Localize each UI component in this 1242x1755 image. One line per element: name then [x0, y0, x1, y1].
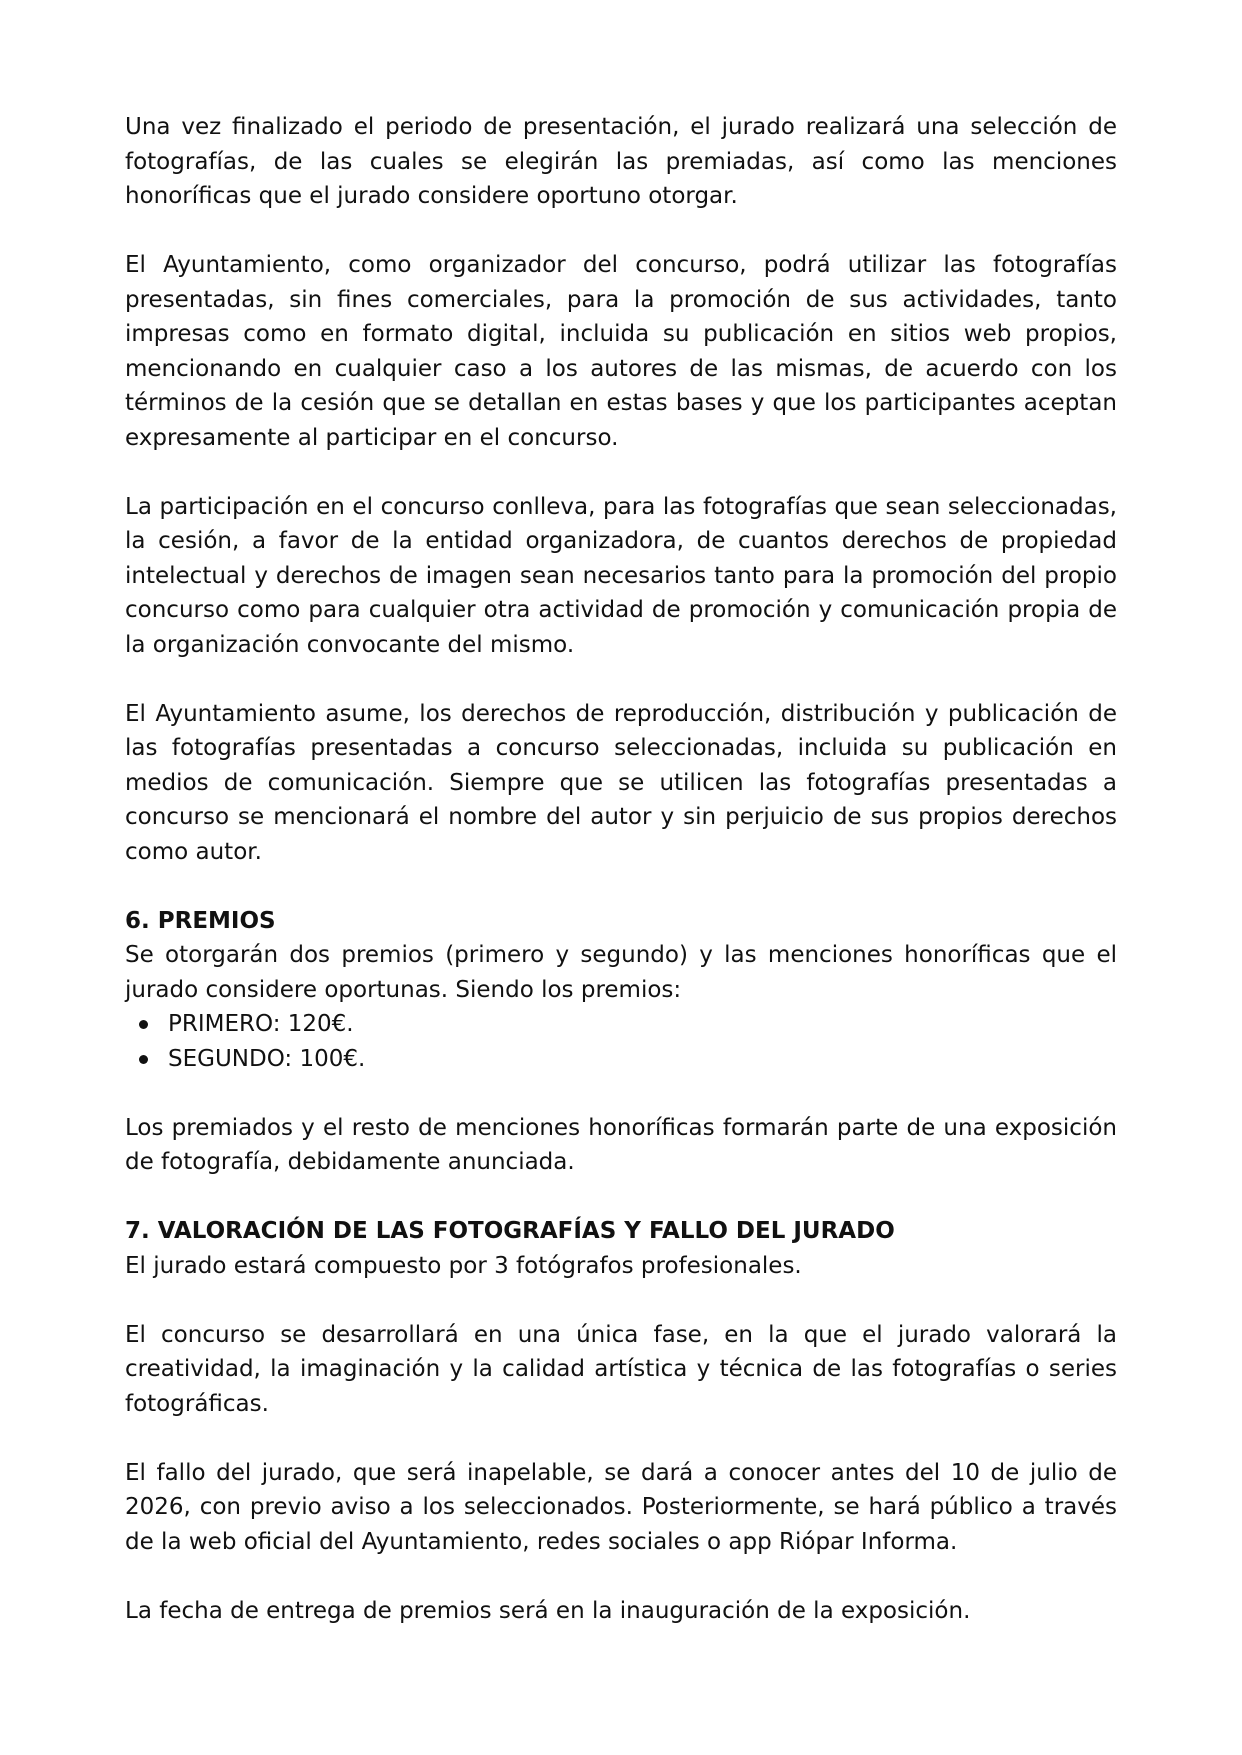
paragraph-prizes-intro: Se otorgarán dos premios (primero y segundo) y las menciones honoríficas que el jurado considere oportunas. Siendo los premios: — [125, 942, 1117, 1003]
section-heading-valoracion: 7. VALORACIÓN DE LAS FOTOGRAFÍAS Y FALLO DEL JURADO — [125, 1218, 895, 1244]
bullet-icon — [139, 1020, 148, 1029]
paragraph-awards-date: La fecha de entrega de premios será en la inauguración de la exposición. — [125, 1597, 971, 1624]
prizes-list — [125, 1007, 1117, 1076]
list-item — [125, 1007, 1117, 1042]
paragraph-jury: El jurado estará compuesto por 3 fotógrafos profesionales. — [125, 1252, 802, 1279]
document-page — [125, 110, 1117, 1663]
prize-second: SEGUNDO: 100€. — [168, 1045, 366, 1072]
paragraph-reproduction-rights: El Ayuntamiento asume, los derechos de reproducción, distribución y publicación de las fotografías presentadas a concurso seleccionadas, incluida su publicación en medios de comunicación. Siempre que se utilicen las fotografías presentadas a concurso se mencionará el nombre del autor y sin perjuicio de sus propios derechos como autor. — [125, 700, 1117, 865]
paragraph-phase: El concurso se desarrollará en una única fase, en la que el jurado valorará la creatividad, la imaginación y la calidad artística y técnica de las fotografías o series fotográficas. — [125, 1321, 1117, 1417]
section-heading-premios: 6. PREMIOS — [125, 907, 276, 934]
paragraph-cession: La participación en el concurso conlleva, para las fotografías que sean seleccionadas, la cesión, a favor de la entidad organizadora, de cuantos derechos de propiedad intelectual y derechos de imagen sean necesarios tanto para la promoción del propio concurso como para cualquier otra actividad de promoción y comunicación propia de la organización convocante del mismo. — [125, 493, 1117, 658]
prize-first: PRIMERO: 120€. — [168, 1011, 354, 1037]
paragraph-usage-rights: El Ayuntamiento, como organizador del concurso, podrá utilizar las fotografías presentadas, sin fines comerciales, para la promoción de sus actividades, tanto impresas como en formato digital, incluida su publicación en sitios web propios, mencionando en cualquier caso a los autores de las mismas, de acuerdo con los términos de la cesión que se detallan en estas bases y que los participantes aceptan expresamente al participar en el concurso. — [125, 252, 1117, 451]
bullet-icon — [139, 1055, 148, 1064]
paragraph-verdict: El fallo del jurado, que será inapelable, se dará a conocer antes del 10 de julio de 2026, con previo aviso a los seleccionados. Posteriormente, se hará público a través de la web oficial del Ayuntamiento, redes sociales o app Riópar Informa. — [125, 1459, 1117, 1555]
paragraph-selection: Una vez finalizado el periodo de presentación, el jurado realizará una selección de fotografías, de las cuales se elegirán las premiadas, así como las menciones honoríficas que el jurado considere oportuno otorgar. — [125, 114, 1117, 209]
list-item — [125, 1042, 1117, 1077]
paragraph-exhibition: Los premiados y el resto de menciones honoríficas formarán parte de una exposición de fotografía, debidamente anunciada. — [125, 1114, 1117, 1175]
